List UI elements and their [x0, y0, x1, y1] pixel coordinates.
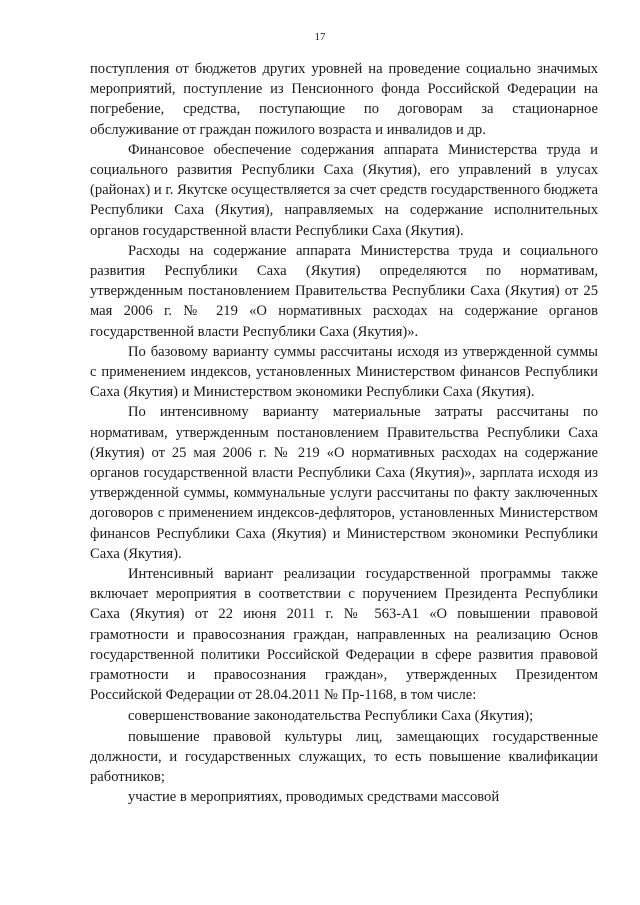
list-item-legislation: совершенствование законодательства Республики Саха (Якутия);	[128, 707, 534, 724]
paragraph-financial-support: Финансовое обеспечение содержания аппарата Министерства труда и социального развития Республики Саха (Якутия), его управлений в улусах (районах) и г. Якутске осуществляется за счет средств государственного бюджета Республики Саха (Якутия), направляемых на содержание исполнительных органов государственной власти Республики Саха (Якутия).	[90, 141, 598, 239]
document-body	[90, 59, 598, 808]
paragraph-presidential-order: Интенсивный вариант реализации государственной программы также включает мероприятия в соответствии с поручением Президента Республики Саха (Якутия) от 22 июня 2011 г. № 563-А1 «О повышении правовой грамотности и правосознания граждан, направленных на реализацию Основ государственной политики Российской Федерации в сфере развития правовой грамотности и правосознания граждан», утвержденных Президентом Российской Федерации от 28.04.2011 № Пр-1168, в том числе:	[90, 566, 598, 704]
page-number: 17	[314, 31, 326, 43]
paragraph-intensive-variant: По интенсивному варианту материальные затраты рассчитаны по нормативам, утвержденным постановлением Правительства Республики Саха (Якутия) от 25 мая 2006 г. № 219 «О нормативных расходах на содержание органов государственной власти Республики Саха (Якутия)», зарплата исходя из утвержденной суммы, коммунальные услуги рассчитаны по факту заключенных договоров с применением индексов-дефляторов, установленных Министерством финансов Республики Саха (Якутия) и Министерством экономики Республики Саха (Якутия).	[90, 404, 598, 562]
list-item-legal-culture: повышение правовой культуры лиц, замещающих государственные должности, и государственных служащих, то есть повышение квалификации работников;	[90, 728, 598, 786]
list-item-media-events: участие в мероприятиях, проводимых средствами массовой	[128, 789, 500, 806]
paragraph-apparatus-expenses: Расходы на содержание аппарата Министерства труда и социального развития Республики Саха (Якутия) определяются по нормативам, утвержденным постановлением Правительства Республики Саха (Якутия) от 25 мая 2006 г. № 219 «О нормативных расходах на содержание органов государственной власти Республики Саха (Якутия)».	[90, 242, 598, 340]
paragraph-base-variant: По базовому варианту суммы рассчитаны исходя из утвержденной суммы с применением индексов, установленных Министерством финансов Республики Саха (Якутия) и Министерством экономики Республики Саха (Якутия).	[90, 343, 598, 401]
paragraph-continuation: поступления от бюджетов других уровней на проведение социально значимых мероприятий, поступление из Пенсионного фонда Российской Федерации на погребение, средства, поступающие по договорам за стационарное обслуживание от граждан пожилого возраста и инвалидов и др.	[90, 61, 598, 138]
